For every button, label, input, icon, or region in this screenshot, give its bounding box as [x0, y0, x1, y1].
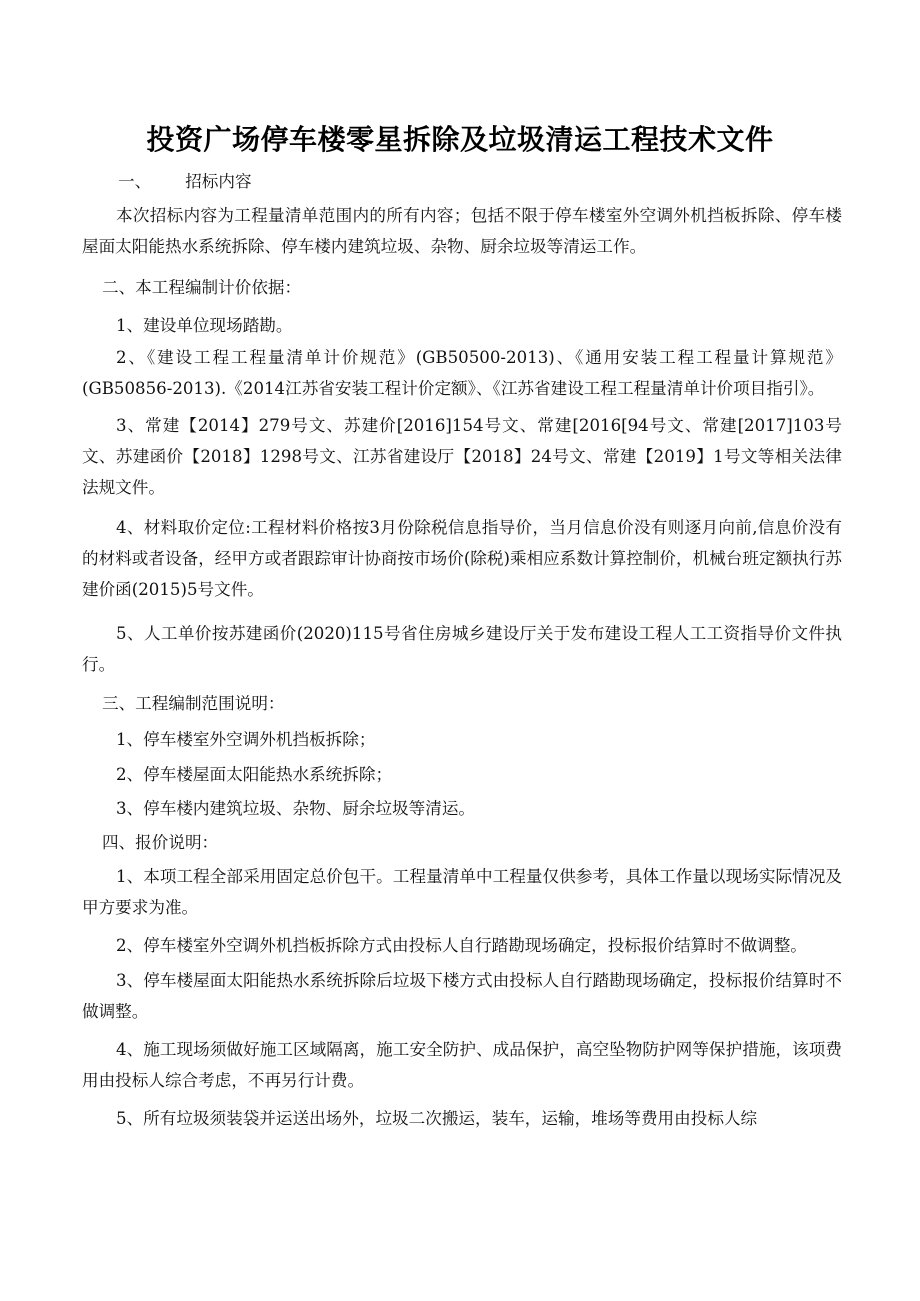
section4-item: 1、本项工程全部采用固定总价包干。工程量清单中工程量仅供参考，具体工作量以现场实际情况及甲方要求为准。: [82, 867, 842, 917]
section4-item: 4、施工现场须做好施工区域隔离，施工安全防护、成品保护，高空坠物防护网等保护措施，该项费用由投标人综合考虑，不再另行计费。: [82, 1040, 842, 1090]
section2-item: 1、建设单位现场踏勘。: [116, 316, 293, 335]
section1-heading: [118, 166, 878, 197]
section3-item: 1、停车楼室外空调外机挡板拆除；: [116, 730, 376, 749]
section4-heading: 四、报价说明：: [102, 833, 219, 852]
section1-heading-number: 一、: [118, 172, 152, 191]
section2-item: 4、材料取价定位:工程材料价格按3月份除税信息指导价，当月信息价没有则逐月向前,信息价没有的材料或者设备，经甲方或者跟踪审计协商按市场价(除税)乘相应系数计算控制价，机械台班定额执行苏建价函(2015)5号文件。: [82, 518, 842, 599]
section2-item: 3、常建【2014】279号文、苏建价[2016]154号文、常建[2016[94号文、常建[2017]103号文、苏建函价【2018】1298号文、江苏省建设厅【2018】24号文、常建【2019】1号文等相关法律法规文件。: [82, 416, 842, 497]
section2-heading: 二、本工程编制计价依据：: [102, 278, 302, 297]
section3-heading: 三、工程编制范围说明：: [102, 694, 285, 713]
section4-item: 2、停车楼室外空调外机挡板拆除方式由投标人自行踏勘现场确定，投标报价结算时不做调整。: [116, 936, 807, 955]
section1-heading-text: 招标内容: [185, 172, 252, 191]
section2-item: 5、人工单价按苏建函价(2020)115号省住房城乡建设厅关于发布建设工程人工工资指导价文件执行。: [82, 624, 842, 674]
section4-item: 3、停车楼屋面太阳能热水系统拆除后垃圾下楼方式由投标人自行踏勘现场确定，投标报价结算时不做调整。: [82, 971, 842, 1021]
document-title: 投资广场停车楼零星拆除及垃圾清运工程技术文件: [146, 123, 774, 156]
section1-paragraph: 本次招标内容为工程量清单范围内的所有内容；包括不限于停车楼室外空调外机挡板拆除、停车楼屋面太阳能热水系统拆除、停车楼内建筑垃圾、杂物、厨余垃圾等清运工作。: [82, 206, 842, 256]
section3-item: 2、停车楼屋面太阳能热水系统拆除；: [116, 765, 393, 784]
section4-item: 5、所有垃圾须装袋并运送出场外，垃圾二次搬运，装车，运输，堆场等费用由投标人综: [116, 1109, 758, 1128]
section2-item: 2、《建设工程工程量清单计价规范》(GB50500-2013)、《通用安装工程工程量计算规范》(GB50856-2013).《2014江苏省安装工程计价定额》、《江苏省建设工程工程量清单计价项目指引》。: [82, 348, 842, 398]
section3-item: 3、停车楼内建筑垃圾、杂物、厨余垃圾等清运。: [116, 799, 476, 818]
